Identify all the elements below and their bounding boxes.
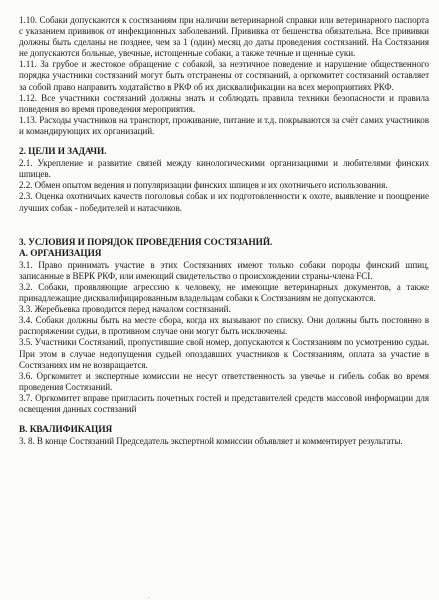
paragraph-2-1: 2.1. Укрепление и развитие связей между кинологическими организациями и любителями финских шпицев.: [19, 158, 429, 180]
paragraph-1-12: 1.12. Все участники состязаний должны знать и соблюдать правила техники безопасности и правила поведения во время проведения мероприятия.: [19, 92, 429, 114]
paragraph-3-6: 3.6. Оргкомитет и экспертные комиссии не несут ответственность за увечье и гибель собак во время проведения Состязаний.: [19, 370, 429, 392]
paragraph-3-2: 3.2. Собаки, проявляющие агрессию к человеку, не имеющие ветеринарных документов, а также принадлежащие дисквалифицированным владельцам собаки к Состязаниям не допускаются.: [19, 281, 429, 304]
section-3-heading: 3. УСЛОВИЯ И ПОРЯДОК ПРОВЕДЕНИЯ СОСТЯЗАНИЙ.: [19, 237, 273, 248]
paragraph-2-2: 2.2. Обмен опытом ведения и популяризации финских шпицев и их охотничьего использования.: [19, 180, 388, 191]
document-body: [19, 15, 429, 447]
section-b-heading: В. КВАЛИФИКАЦИЯ: [19, 425, 113, 436]
paragraph-1-13: 1.13. Расходы участников на транспорт, проживание, питание и т.д. покрываются за счёт самих участников и командирующих их организаций.: [19, 114, 429, 136]
section-3-subheading: А. ОРГАНИЗАЦИЯ: [19, 248, 102, 259]
paragraph-1-11: 1.11. За грубое и жестокое обращение с собакой, за неэтичное поведение и нарушение общественного порядка участники состязаний могут быть отстранены от состязаний, а оргкомитет состязаний оставляет за собой право направить ходатайство в РКФ об их дисквалификации на всех мероприятиях РКФ.: [19, 59, 429, 92]
section-3-paragraphs: [19, 260, 429, 415]
paragraph-3-4: 3.4. Собаки должны быть на месте сбора, когда их вызывают по списку. Они должны быть постоянно в распоряжении судьи, в противном случае они могут быть исключены.: [19, 315, 429, 337]
paragraph-3-1: 3.1. Право принимать участие в этих Состязаниях имеют только собаки породы финский шпиц, записанные в ВЕРК РКФ, или имеющий свидетельство о происхождении страны-члена FCI.: [19, 259, 429, 281]
section-2-heading: 2. ЦЕЛИ И ЗАДАЧИ.: [19, 147, 107, 158]
stray-mark: .: [148, 592, 150, 600]
paragraph-3-3: 3.3. Жеребьевка проводится перед началом состязаний.: [19, 304, 231, 315]
paragraph-3-5: 3.5. Участники Состязаний, пропустившие свой номер, допускаются к Состязаниям по усмотрению судьи. При этом в случае недопущения судьей опоздавших участников к Состязаниям, оплата за участие в Состязаниях им не возвращается.: [19, 337, 429, 370]
paragraph-3-8: 3. 8. В конце Состязаний Председатель экспертной комиссии объявляет и комментирует результаты.: [19, 436, 403, 447]
section-2-paragraphs: [19, 158, 429, 213]
paragraph-3-7: 3.7. Оргкомитет вправе пригласить почетных гостей и представителей средств массовой информации для освещения данных состязаний: [19, 392, 429, 414]
paragraph-1-10: 1.10. Собаки допускаются к состязаниям при наличии ветеринарной справки или ветеринарного паспорта с указанием прививок от инфекционных заболеваний. Прививка от бешенства обязательна. Все прививки должны быть сделаны не позднее, чем за 1 (один) месяц до даты проведения состязаний. На Состязания не допускаются больные, увечные, истощенные собаки, а также течные и щенные суки.: [19, 15, 429, 59]
section-b-paragraphs: [19, 436, 429, 447]
paragraph-2-3: 2.3. Оценка охотничьих качеств поголовья собак и их подготовленности к охоте, выявление и поощрение лучших собак - победителей и натасчиков.: [19, 191, 429, 213]
section-1-paragraphs: [19, 15, 429, 137]
